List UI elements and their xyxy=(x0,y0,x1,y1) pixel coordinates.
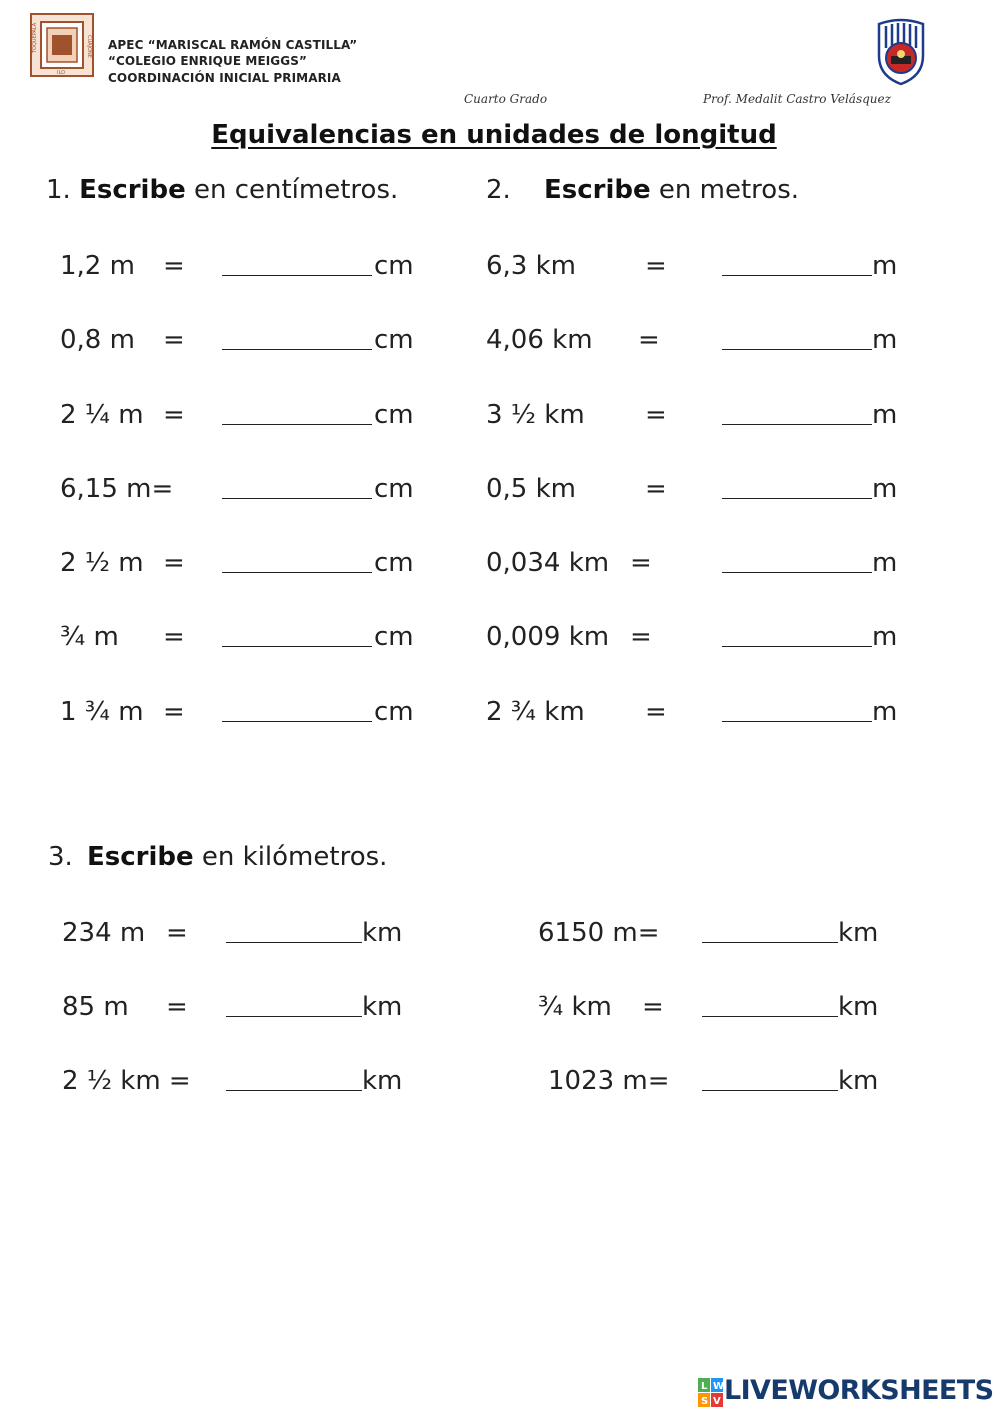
s3-right-row1-value: 6150 m= xyxy=(538,918,660,948)
s2-row3-equals: = xyxy=(645,400,667,430)
s1-row7-value: 1 ¾ m xyxy=(60,697,144,727)
s2-row7-equals: = xyxy=(645,697,667,727)
s1-row5-value: 2 ½ m xyxy=(60,548,144,578)
s2-row3-value: 3 ½ km xyxy=(486,400,585,430)
s1-row5-equals: = xyxy=(163,548,185,578)
s1-row2-equals: = xyxy=(163,325,185,355)
s2-row4-equals: = xyxy=(645,474,667,504)
s2-row5-answer-blank[interactable] xyxy=(722,548,874,577)
section2-number: 2. xyxy=(486,175,511,205)
s2-row7-answer-blank[interactable] xyxy=(722,697,874,726)
grade-label: Cuarto Grado xyxy=(464,92,548,106)
s1-row2-answer-blank[interactable] xyxy=(222,325,374,354)
s2-row3-answer-blank[interactable] xyxy=(722,400,874,429)
section3-verb: Escribe xyxy=(87,842,194,872)
s1-row3-answer-blank[interactable] xyxy=(222,400,374,429)
s1-row2-unit: cm xyxy=(374,325,414,355)
s1-row3-value: 2 ¼ m xyxy=(60,400,144,430)
liveworksheets-badge-icon xyxy=(698,1378,724,1408)
s3-left-row3-value: 2 ½ km = xyxy=(62,1066,191,1096)
teacher-label: Prof. Medalit Castro Velásquez xyxy=(703,92,891,106)
section1-number: 1. xyxy=(46,175,71,205)
s1-row4-value: 6,15 m= xyxy=(60,474,174,504)
s3-left-row3-answer-blank[interactable] xyxy=(226,1066,364,1095)
s2-row2-answer-blank[interactable] xyxy=(722,325,874,354)
s3-right-row2-unit: km xyxy=(838,992,879,1022)
section3-heading xyxy=(48,842,387,872)
school-name-line-2: “COLEGIO ENRIQUE MEIGGS” xyxy=(108,54,307,68)
s3-left-row2-unit: km xyxy=(362,992,403,1022)
worksheet-title: Equivalencias en unidades de longitud xyxy=(211,120,777,150)
s1-row6-unit: cm xyxy=(374,622,414,652)
s2-row4-value: 0,5 km xyxy=(486,474,576,504)
s2-row1-equals: = xyxy=(645,251,667,281)
s2-row3-unit: m xyxy=(872,400,898,430)
s2-row6-equals: = xyxy=(630,622,652,652)
s2-row5-equals: = xyxy=(630,548,652,578)
school-shield-logo xyxy=(876,18,926,86)
s3-left-row2-equals: = xyxy=(166,992,188,1022)
school-name-line-1: APEC “MARISCAL RAMÓN CASTILLA” xyxy=(108,38,358,52)
school-name-line-3: COORDINACIÓN INICIAL PRIMARIA xyxy=(108,71,341,85)
s3-left-row1-equals: = xyxy=(166,918,188,948)
s2-row5-unit: m xyxy=(872,548,898,578)
s2-row2-value: 4,06 km xyxy=(486,325,593,355)
s2-row2-unit: m xyxy=(872,325,898,355)
s2-row1-answer-blank[interactable] xyxy=(722,251,874,280)
section2-verb: Escribe xyxy=(544,175,651,205)
s2-row7-unit: m xyxy=(872,697,898,727)
s3-right-row2-equals: = xyxy=(642,992,664,1022)
section2-heading xyxy=(486,175,799,205)
s1-row3-equals: = xyxy=(163,400,185,430)
s2-row4-answer-blank[interactable] xyxy=(722,474,874,503)
s3-left-row1-unit: km xyxy=(362,918,403,948)
s1-row3-unit: cm xyxy=(374,400,414,430)
s3-right-row3-value: 1023 m= xyxy=(548,1066,670,1096)
s3-right-row3-answer-blank[interactable] xyxy=(702,1066,840,1095)
s1-row1-equals: = xyxy=(163,251,185,281)
section1-instruction: en centímetros. xyxy=(185,175,399,205)
section3-instruction: en kilómetros. xyxy=(193,842,388,872)
logo-text-cuajone: CUAJONE xyxy=(86,35,92,58)
s1-row7-equals: = xyxy=(163,697,185,727)
s3-left-row2-value: 85 m xyxy=(62,992,129,1022)
s1-row1-answer-blank[interactable] xyxy=(222,251,374,280)
s1-row7-answer-blank[interactable] xyxy=(222,697,374,726)
s3-right-row1-answer-blank[interactable] xyxy=(702,918,840,947)
s1-row6-value: ¾ m xyxy=(60,622,119,652)
s2-row6-unit: m xyxy=(872,622,898,652)
s3-left-row1-value: 234 m xyxy=(62,918,146,948)
s3-left-row2-answer-blank[interactable] xyxy=(226,992,364,1021)
s1-row5-answer-blank[interactable] xyxy=(222,548,374,577)
s1-row6-answer-blank[interactable] xyxy=(222,622,374,651)
logo-text-ilo: ILO xyxy=(57,70,66,76)
s1-row1-value: 1,2 m xyxy=(60,251,135,281)
s1-row7-unit: cm xyxy=(374,697,414,727)
s1-row4-unit: cm xyxy=(374,474,414,504)
s1-row4-answer-blank[interactable] xyxy=(222,474,374,503)
badge-letter-v: V xyxy=(713,1396,721,1407)
s1-row5-unit: cm xyxy=(374,548,414,578)
s2-row2-equals: = xyxy=(638,325,660,355)
s1-row1-unit: cm xyxy=(374,251,414,281)
s2-row1-unit: m xyxy=(872,251,898,281)
s2-row4-unit: m xyxy=(872,474,898,504)
school-crest-logo xyxy=(30,13,94,77)
s3-left-row3-unit: km xyxy=(362,1066,403,1096)
badge-letter-l: L xyxy=(701,1381,708,1392)
badge-letter-w: W xyxy=(713,1381,724,1392)
s3-right-row2-value: ¾ km xyxy=(538,992,612,1022)
section2-instruction: en metros. xyxy=(650,175,799,205)
s2-row6-answer-blank[interactable] xyxy=(722,622,874,651)
logo-text-toquepala: TOQUEPALA xyxy=(32,22,38,53)
s3-right-row3-unit: km xyxy=(838,1066,879,1096)
s3-left-row1-answer-blank[interactable] xyxy=(226,918,364,947)
liveworksheets-brand[interactable]: LIVEWORKSHEETS xyxy=(724,1375,994,1406)
s3-right-row2-answer-blank[interactable] xyxy=(702,992,840,1021)
s1-row6-equals: = xyxy=(163,622,185,652)
section3-number: 3. xyxy=(48,842,73,872)
s2-row7-value: 2 ¾ km xyxy=(486,697,585,727)
badge-letter-s: S xyxy=(701,1396,709,1407)
s1-row2-value: 0,8 m xyxy=(60,325,135,355)
s2-row1-value: 6,3 km xyxy=(486,251,576,281)
s3-right-row1-unit: km xyxy=(838,918,879,948)
s2-row6-value: 0,009 km xyxy=(486,622,610,652)
s2-row5-value: 0,034 km xyxy=(486,548,610,578)
section1-heading xyxy=(46,175,398,205)
section1-verb: Escribe xyxy=(79,175,186,205)
